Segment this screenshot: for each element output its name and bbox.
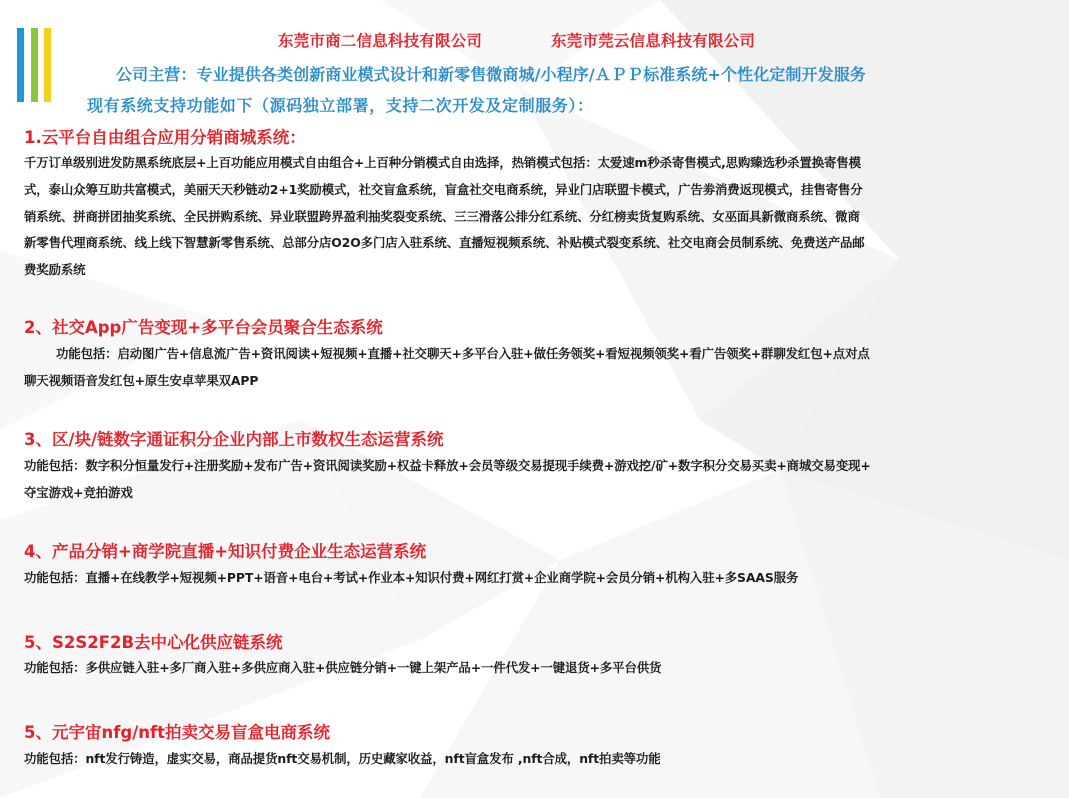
section-1-line: 销系统、拼商拼团抽奖系统、全民拼购系统、异业联盟跨界盈利抽奖裂变系统、三三滑落公排分红系统、分红榜卖货复购系统、女巫面具新微商系统、微商	[24, 209, 860, 224]
main-business: 公司主营：专业提供各类创新商业模式设计和新零售微商城/小程序/ＡＰＰ标准系统+个性化定制开发服务	[116, 65, 866, 84]
company-name-2: 东莞市莞云信息科技有限公司	[551, 32, 756, 50]
yellow-stripe	[44, 28, 51, 102]
section-1-line: 式，泰山众筹互助共富模式，美丽天天秒链动2+1奖励模式，社交盲盒系统，盲盒社交电商系统，异业门店联盟卡模式，广告劵消费返现模式，挂售寄售分	[24, 182, 863, 197]
section-6-line: 功能包括：nft发行铸造，虚实交易，商品提货nft交易机制，历史藏家收益，nft盲盒发布 ,nft合成，nft拍卖等功能	[24, 751, 661, 766]
section-3-line: 夺宝游戏+竞拍游戏	[24, 485, 133, 500]
section-5-title: 5、S2S2F2B去中心化供应链系统	[24, 633, 283, 652]
color-stripes-logo	[17, 28, 57, 104]
section-2-line: 聊天视频语音发红包+原生安卓苹果双APP	[24, 373, 259, 388]
section-1-title: 1.云平台自由组合应用分销商城系统：	[24, 128, 306, 147]
section-4-line: 功能包括：直播+在线教学+短视频+PPT+语音+电台+考试+作业本+知识付费+网红打赏+企业商学院+会员分销+机构入驻+多SAAS服务	[24, 570, 799, 585]
section-3-line: 功能包括：数字积分恒量发行+注册奖励+发布广告+资讯阅读奖励+权益卡释放+会员等级交易提现手续费+游戏挖/矿+数字积分交易买卖+商城交易变现+	[24, 458, 871, 473]
support-intro: 现有系统支持功能如下（源码独立部署，支持二次开发及定制服务）：	[87, 96, 594, 115]
section-1-line: 费奖励系统	[24, 262, 86, 277]
blue-stripe	[17, 28, 24, 102]
section-2-line: 功能包括：启动图广告+信息流广告+资讯阅读+短视频+直播+社交聊天+多平台入驻+做任务领奖+看短视频领奖+看广告领奖+群聊发红包+点对点	[56, 346, 870, 361]
section-1-line: 新零售代理商系统、线上线下智慧新零售系统、总部分店O2O多门店入驻系统、直播短视频系统、补贴模式裂变系统、社交电商会员制系统、免费送产品邮	[24, 235, 865, 250]
section-3-title: 3、区/块/链数字通证积分企业内部上市数权生态运营系统	[24, 430, 444, 449]
section-5-line: 功能包括：多供应链入驻+多厂商入驻+多供应商入驻+供应链分销+一键上架产品+一件代发+一键退货+多平台供货	[24, 660, 662, 675]
section-4-title: 4、产品分销+商学院直播+知识付费企业生态运营系统	[24, 542, 427, 561]
section-2-title: 2、社交App广告变现+多平台会员聚合生态系统	[24, 318, 383, 337]
section-1-line: 千万订单级别进发防黑系统底层+上百功能应用模式自由组合+上百种分销模式自由选择，热销模式包括：太爱速m秒杀寄售模式,思购臻选秒杀置换寄售模	[24, 155, 861, 170]
company-name-1: 东莞市商二信息科技有限公司	[278, 32, 483, 50]
section-6-title: 5、元宇宙nfg/nft拍卖交易盲盒电商系统	[24, 723, 331, 742]
green-stripe	[31, 28, 38, 102]
